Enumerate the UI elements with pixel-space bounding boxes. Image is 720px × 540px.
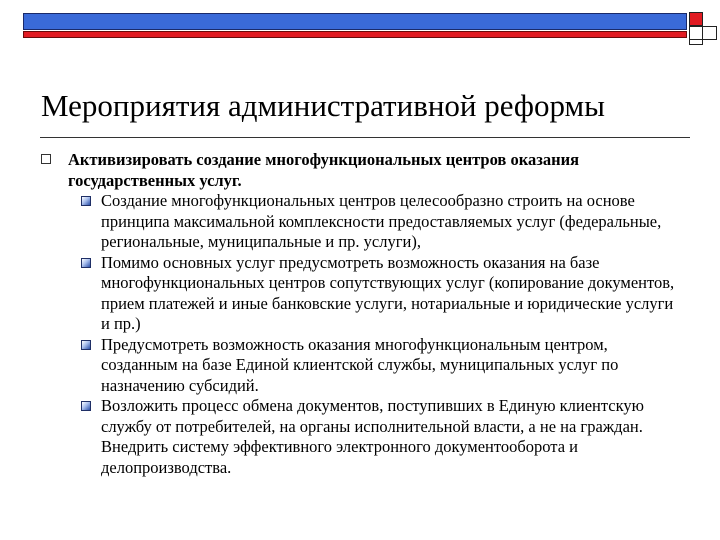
- title-divider: [40, 137, 690, 138]
- corner-white-square: [689, 26, 703, 40]
- sub-point-text: Помимо основных услуг предусмотреть возможность оказания на базе многофункциональных центров сопутствующих услуг (копирование документов, прием платежей и иные банковские услуги, нотариальные и юридические услуги и пр.): [101, 252, 675, 333]
- main-point: [40, 150, 680, 191]
- list-item: [101, 191, 680, 253]
- list-item: [101, 396, 680, 478]
- sub-point-text: Предусмотреть возможность оказания многофункциональным центром, созданным на базе Единой клиентской службы, муниципальных услуг по назначению субсидий.: [101, 334, 619, 395]
- top-blue-bar: [23, 13, 687, 30]
- sub-point-text: Возложить процесс обмена документов, поступивших в Единую клиентскую службу от потребителей, на органы исполнительной власти, а не на граждан. Внедрить систему эффективного электронного документооборота и делопроизводства.: [101, 396, 644, 477]
- square-bullet-icon: [81, 340, 91, 350]
- list-item: [101, 253, 680, 335]
- slide-body: [40, 150, 680, 478]
- slide-title: Мероприятия административной реформы: [41, 88, 605, 123]
- corner-white-square: [689, 40, 703, 45]
- corner-red-square: [689, 12, 703, 26]
- square-bullet-icon: [81, 258, 91, 268]
- square-bullet-icon: [81, 196, 91, 206]
- corner-white-square: [703, 26, 717, 40]
- list-item: [101, 335, 680, 397]
- sub-point-text: Создание многофункциональных центров целесообразно строить на основе принципа максимальной комплексности предоставляемых услуг (федеральные, региональные, муниципальные и пр. услуги),: [101, 191, 662, 251]
- square-bullet-icon: [81, 401, 91, 411]
- square-bullet-icon: [41, 154, 51, 164]
- main-point-text: Активизировать создание многофункциональных центров оказания государственных услуг.: [68, 150, 580, 190]
- top-red-bar: [23, 31, 687, 38]
- sub-point-list: [40, 191, 680, 478]
